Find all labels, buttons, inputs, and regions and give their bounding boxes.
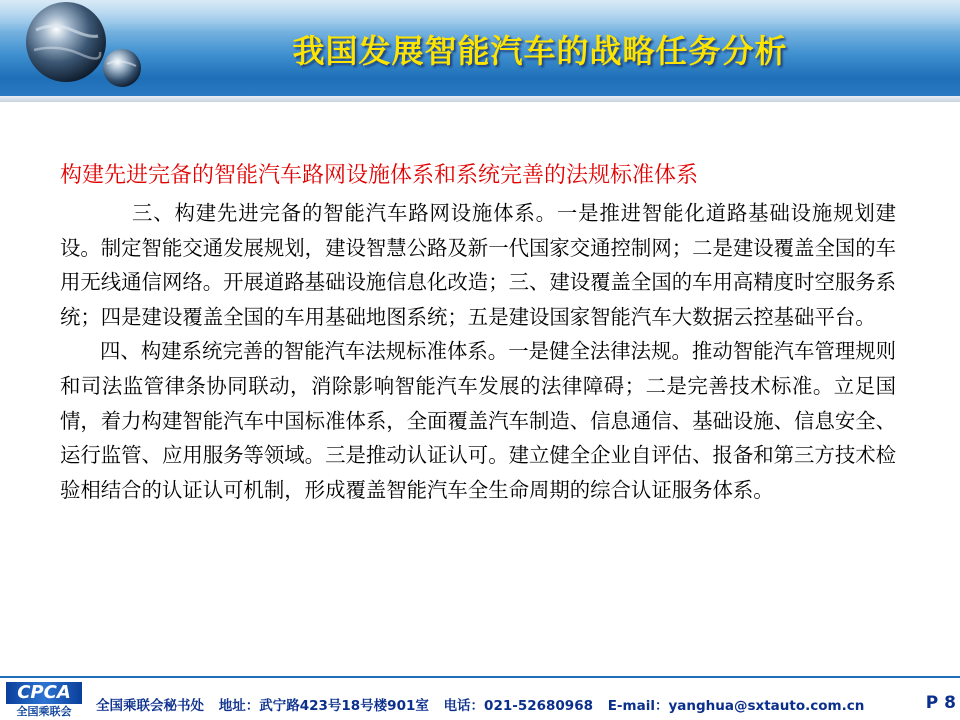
footer-contact <box>96 696 916 716</box>
cpca-logo <box>6 682 82 720</box>
footer-divider <box>0 676 960 678</box>
page-number: P 8 <box>925 693 956 713</box>
header-divider <box>0 96 960 102</box>
logo-cn-text: 全国乘联会 <box>16 705 72 718</box>
slide-content <box>60 156 896 507</box>
page-title: 我国发展智能汽车的战略任务分析 <box>292 32 788 70</box>
footer-org: 全国乘联会秘书处 <box>96 698 204 714</box>
globe-icon <box>14 0 154 100</box>
logo-text: CPCA <box>6 682 82 704</box>
small-globe-icon <box>103 49 141 87</box>
footer <box>0 676 960 720</box>
footer-phone: 电话：021-52680968 <box>443 698 593 714</box>
paragraph-road-network: 三、构建先进完备的智能汽车路网设施体系。一是推进智能化道路基础设施规划建设。制定智能交通发展规划，建设智慧公路及新一代国家交通控制网；二是建设覆盖全国的车用无线通信网络。开展道路基础设施信息化改造；三、建设覆盖全国的车用高精度时空服务系统；四是建设覆盖全国的车用基础地图系统；五是建设国家智能汽车大数据云控基础平台。 <box>60 201 897 329</box>
footer-address: 地址：武宁路423号18号楼901室 <box>218 698 429 714</box>
paragraph-regulations: 四、构建系统完善的智能汽车法规标准体系。一是健全法律法规。推动智能汽车管理规则和司法监管律条协同联动，消除影响智能汽车发展的法律障碍；二是完善技术标准。立足国情，着力构建智能汽车中国标准体系，全面覆盖汽车制造、信息通信、基础设施、信息安全、运行监管、应用服务等领域。三是推动认证认可。建立健全企业自评估、报备和第三方技术检验相结合的认证认可机制，形成覆盖智能汽车全生命周期的综合认证服务体系。 <box>60 339 897 502</box>
header-banner <box>0 0 960 100</box>
footer-email: E-mail：yanghua@sxtauto.com.cn <box>607 698 865 714</box>
slide-subtitle: 构建先进完备的智能汽车路网设施体系和系统完善的法规标准体系 <box>60 163 699 188</box>
